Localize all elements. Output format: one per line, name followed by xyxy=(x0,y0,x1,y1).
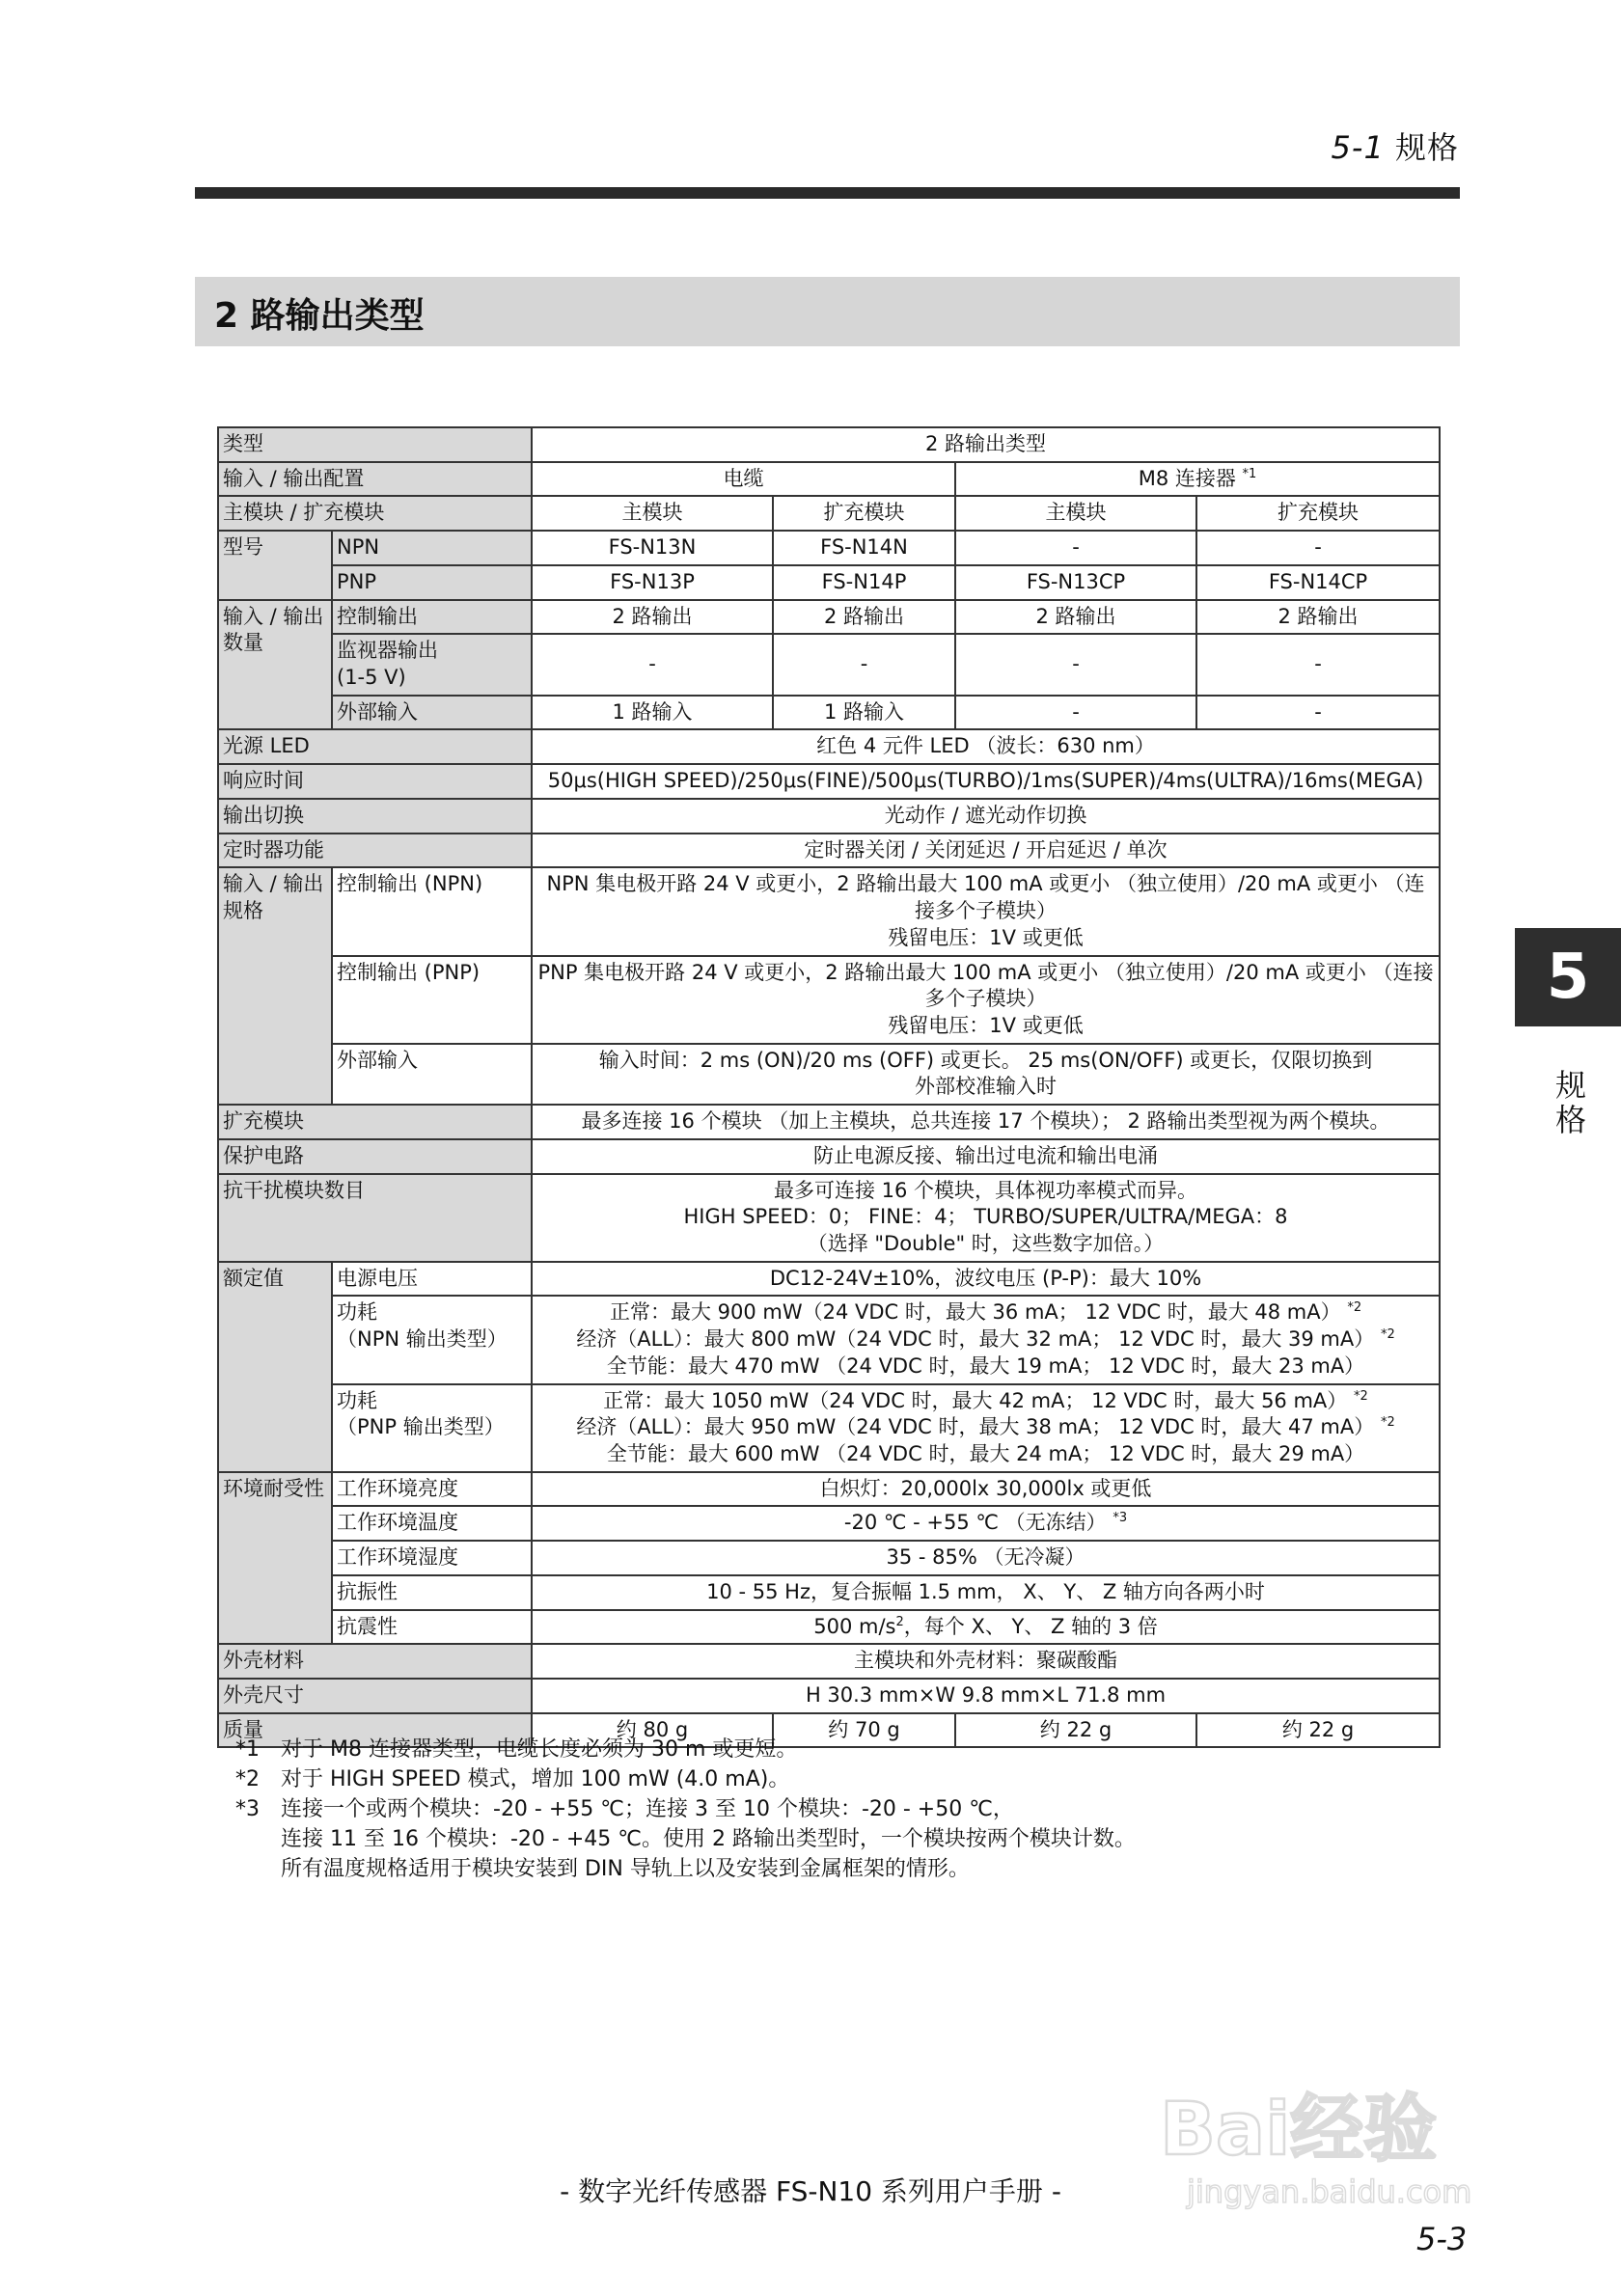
header-rule xyxy=(195,187,1460,199)
expansion-value: 最多连接 16 个模块 （加上主模块，总共连接 17 个模块）； 2 路输出类型视为两个模块。 xyxy=(532,1105,1440,1139)
ctrl-npn-line: 残留电压：1V 或更低 xyxy=(888,925,1084,949)
mass-cell: 约 22 g xyxy=(1196,1713,1440,1748)
module-cell: 扩充模块 xyxy=(773,496,955,531)
io-config-label: 输入 / 输出配置 xyxy=(218,462,532,497)
power-line-text: 全节能：最大 600 mW （24 VDC 时，最大 24 mA； 12 VDC 时，最大 29 mA） xyxy=(606,1442,1365,1465)
power-line-text: 经济（ALL）：最大 800 mW（24 VDC 时，最大 32 mA； 12 VDC 时，最大 39 mA） xyxy=(576,1327,1375,1352)
power-npn-label-cell xyxy=(332,1296,532,1383)
footnote-body xyxy=(281,1794,1136,1884)
page-number: 5-3 xyxy=(1416,2221,1468,2257)
anti-label: 抗干扰模块数目 xyxy=(218,1174,532,1262)
footnote-ref: *2 xyxy=(1380,1327,1395,1343)
table-row xyxy=(218,1506,1440,1541)
shock-label: 抗震性 xyxy=(332,1610,532,1645)
ext-input-label: 外部输入 xyxy=(332,696,532,730)
ext-input-cell: - xyxy=(955,696,1196,730)
monitor-output-label-cell xyxy=(332,634,532,695)
table-row xyxy=(218,634,1440,695)
mass-cell: 约 22 g xyxy=(955,1713,1196,1748)
ctrl-pnp-line: PNP 集电极开路 24 V 或更小，2 路输出最大 100 mA 或更小 （独立使用）/20 mA 或更小 （连接多个子模块） xyxy=(537,960,1434,1011)
type-value: 2 路输出类型 xyxy=(532,427,1440,462)
table-row xyxy=(218,1575,1440,1610)
ext-in-line: 输入时间：2 ms (ON)/20 ms (OFF) 或更长。 25 ms(ON/OFF) 或更长，仅限切换到 xyxy=(598,1048,1373,1072)
lux-label: 工作环境亮度 xyxy=(332,1472,532,1507)
mass-label: 质量 xyxy=(218,1713,532,1748)
ctrl-pnp-line: 残留电压：1V 或更低 xyxy=(888,1013,1084,1037)
table-row xyxy=(218,531,1440,565)
table-row xyxy=(218,729,1440,764)
power-pnp-label-cell xyxy=(332,1384,532,1472)
section-band xyxy=(195,277,1460,346)
pnp-label: PNP xyxy=(332,565,532,600)
power-label: 功耗 xyxy=(337,1300,377,1325)
footnote xyxy=(235,1735,1136,1764)
shock-value xyxy=(532,1610,1440,1645)
monitor-output-cell: - xyxy=(955,634,1196,695)
power-line-text: 全节能：最大 470 mW （24 VDC 时，最大 19 mA； 12 VDC 时，最大 23 mA） xyxy=(606,1353,1365,1378)
mass-cell: 约 80 g xyxy=(532,1713,773,1748)
ctrl-pnp-value xyxy=(532,956,1440,1044)
table-row xyxy=(218,462,1440,497)
shock-value-post: ，每个 X、 Y、 Z 轴的 3 倍 xyxy=(903,1614,1158,1638)
ext-in-label: 外部输入 xyxy=(332,1044,532,1105)
power-label: 功耗 xyxy=(337,1388,377,1412)
ext-input-cell: 1 路输入 xyxy=(773,696,955,730)
expansion-label: 扩充模块 xyxy=(218,1105,532,1139)
monitor-output-cell: - xyxy=(773,634,955,695)
svg-text:Bai经验: Bai经验 xyxy=(1160,2086,1438,2172)
model-cell: FS-N14P xyxy=(773,565,955,600)
protect-label: 保护电路 xyxy=(218,1139,532,1174)
footnote-mark: *3 xyxy=(235,1797,260,1821)
ext-input-cell: 1 路输入 xyxy=(532,696,773,730)
temp-value-cell xyxy=(532,1506,1440,1541)
model-cell: - xyxy=(1196,531,1440,565)
table-row xyxy=(218,1044,1440,1105)
table-row xyxy=(218,1644,1440,1679)
footnote-body xyxy=(281,1735,797,1764)
footnote-ref: *2 xyxy=(1353,1388,1368,1404)
footnote xyxy=(235,1794,1136,1884)
power-line xyxy=(536,1299,1435,1326)
control-output-cell: 2 路输出 xyxy=(955,600,1196,635)
model-cell: FS-N13CP xyxy=(955,565,1196,600)
power-pnp-value xyxy=(532,1384,1440,1472)
m8-text: M8 连接器 xyxy=(1138,466,1236,490)
table-row xyxy=(218,1610,1440,1645)
cable-cell: 电缆 xyxy=(532,462,955,497)
mass-cell: 约 70 g xyxy=(773,1713,955,1748)
footnote xyxy=(235,1764,1136,1794)
supply-value: DC12-24V±10%，波纹电压 (P-P)：最大 10% xyxy=(532,1262,1440,1297)
control-output-cell: 2 路输出 xyxy=(532,600,773,635)
ctrl-npn-line: NPN 集电极开路 24 V 或更小，2 路输出最大 100 mA 或更小 （独立使用）/20 mA 或更小 （连接多个子模块） xyxy=(546,872,1425,923)
env-label: 环境耐受性 xyxy=(218,1472,332,1645)
anti-line: HIGH SPEED：0； FINE：4； TURBO/SUPER/ULTRA/MEGA：8 xyxy=(683,1205,1288,1229)
table-row xyxy=(218,1296,1440,1383)
anti-value xyxy=(532,1174,1440,1262)
ext-in-value xyxy=(532,1044,1440,1105)
control-output-cell: 2 路输出 xyxy=(773,600,955,635)
ext-in-line: 外部校准输入时 xyxy=(915,1075,1058,1099)
monitor-output-cell: - xyxy=(1196,634,1440,695)
footnote-body xyxy=(281,1764,789,1794)
supply-label: 电源电压 xyxy=(332,1262,532,1297)
chapter-tab-label: 规格 xyxy=(1551,1069,1587,1138)
table-row xyxy=(218,1174,1440,1262)
footnotes xyxy=(235,1735,1136,1884)
control-output-label: 控制输出 xyxy=(332,600,532,635)
humid-label: 工作环境湿度 xyxy=(332,1541,532,1575)
footnote-line: 对于 M8 连接器类型，电缆长度必须为 30 m 或更短。 xyxy=(281,1737,798,1762)
footnote-line: 连接 11 至 16 个模块：-20 - +45 ℃。使用 2 路输出类型时，一个模块按两个模块计数。 xyxy=(281,1827,1136,1851)
footnote-line: 连接一个或两个模块：-20 - +55 ℃；连接 3 至 10 个模块：-20 - +50 ℃， xyxy=(281,1797,1014,1821)
vib-label: 抗振性 xyxy=(332,1575,532,1610)
timer-value: 定时器关闭 / 关闭延迟 / 开启延迟 / 单次 xyxy=(532,834,1440,868)
model-cell: FS-N13P xyxy=(532,565,773,600)
footnote-ref: *2 xyxy=(1347,1300,1362,1316)
light-label: 光源 LED xyxy=(218,729,532,764)
power-line-text: 正常：最大 1050 mW（24 VDC 时，最大 42 mA； 12 VDC 时，最大 56 mA） xyxy=(603,1388,1348,1412)
table-row xyxy=(218,799,1440,834)
power-line xyxy=(536,1326,1435,1353)
m8-footnote-ref: *1 xyxy=(1242,466,1257,481)
header-section-title: 规格 xyxy=(1394,129,1459,166)
response-value: 50μs(HIGH SPEED)/250μs(FINE)/500μs(TURBO)/1ms(SUPER)/4ms(ULTRA)/16ms(MEGA) xyxy=(532,764,1440,799)
ctrl-pnp-label: 控制输出 (PNP) xyxy=(332,956,532,1044)
model-cell: FS-N13N xyxy=(532,531,773,565)
switch-value: 光动作 / 遮光动作切换 xyxy=(532,799,1440,834)
power-npn-sub: （NPN 输出类型） xyxy=(337,1327,508,1352)
m8-cell xyxy=(955,462,1440,497)
monitor-output-cell: - xyxy=(532,634,773,695)
anti-line: （选择 "Double" 时，这些数字加倍。） xyxy=(807,1231,1165,1255)
power-line-text: 经济（ALL）：最大 950 mW（24 VDC 时，最大 38 mA； 12 VDC 时，最大 47 mA） xyxy=(576,1415,1375,1439)
vib-value: 10 - 55 Hz，复合振幅 1.5 mm， X、 Y、 Z 轴方向各两小时 xyxy=(532,1575,1440,1610)
table-row xyxy=(218,1384,1440,1472)
case-label: 外壳材料 xyxy=(218,1644,532,1679)
light-value: 红色 4 元件 LED （波长：630 nm） xyxy=(532,729,1440,764)
power-line xyxy=(536,1388,1435,1415)
ctrl-npn-value xyxy=(532,867,1440,955)
module-label: 主模块 / 扩充模块 xyxy=(218,496,532,531)
monitor-output-label: 监视器输出 xyxy=(337,639,438,663)
model-cell: FS-N14CP xyxy=(1196,565,1440,600)
footnote-mark: *1 xyxy=(235,1737,260,1762)
rated-label: 额定值 xyxy=(218,1262,332,1472)
power-line xyxy=(536,1353,1435,1380)
table-row xyxy=(218,956,1440,1044)
chapter-tab: 5 xyxy=(1515,928,1621,1026)
power-line xyxy=(536,1414,1435,1441)
model-cell: FS-N14N xyxy=(773,531,955,565)
table-row xyxy=(218,1679,1440,1713)
table-row xyxy=(218,1139,1440,1174)
lux-value: 白炽灯：20,000lx 30,000lx 或更低 xyxy=(532,1472,1440,1507)
size-value: H 30.3 mm×W 9.8 mm×L 71.8 mm xyxy=(532,1679,1440,1713)
protect-value: 防止电源反接、输出过电流和输出电涌 xyxy=(532,1139,1440,1174)
table-row xyxy=(218,1105,1440,1139)
type-label: 类型 xyxy=(218,427,532,462)
model-cell: - xyxy=(955,531,1196,565)
section-title: 2 路输出类型 xyxy=(214,296,425,336)
module-cell: 主模块 xyxy=(955,496,1196,531)
footnote-ref: *2 xyxy=(1380,1415,1395,1431)
table-row xyxy=(218,565,1440,600)
footnote-line: 所有温度规格适用于模块安装到 DIN 导轨上以及安装到金属框架的情形。 xyxy=(281,1857,970,1881)
table-row xyxy=(218,1541,1440,1575)
table-row xyxy=(218,1262,1440,1297)
size-label: 外壳尺寸 xyxy=(218,1679,532,1713)
temp-label: 工作环境温度 xyxy=(332,1506,532,1541)
monitor-output-range: (1-5 V) xyxy=(337,666,406,690)
power-pnp-sub: （PNP 输出类型） xyxy=(337,1415,505,1439)
table-row xyxy=(218,764,1440,799)
spec-table xyxy=(217,426,1441,1748)
header-title xyxy=(1332,123,1459,168)
table-row xyxy=(218,696,1440,730)
anti-line: 最多可连接 16 个模块，具体视功率模式而异。 xyxy=(773,1178,1198,1202)
module-cell: 扩充模块 xyxy=(1196,496,1440,531)
table-row xyxy=(218,427,1440,462)
control-output-cell: 2 路输出 xyxy=(1196,600,1440,635)
ctrl-npn-label: 控制输出 (NPN) xyxy=(332,867,532,955)
shock-value-pre: 500 m/s xyxy=(813,1614,896,1638)
table-row xyxy=(218,834,1440,868)
model-label: 型号 xyxy=(218,531,332,599)
npn-label: NPN xyxy=(332,531,532,565)
case-value: 主模块和外壳材料：聚碳酸酯 xyxy=(532,1644,1440,1679)
ext-input-cell: - xyxy=(1196,696,1440,730)
response-label: 响应时间 xyxy=(218,764,532,799)
page-footer: - 数字光纤传感器 FS-N10 系列用户手册 - xyxy=(560,2175,1061,2207)
table-row xyxy=(218,600,1440,635)
header-section-number: 5-1 xyxy=(1331,129,1385,166)
io-spec-label: 输入 / 输出规格 xyxy=(218,867,332,1105)
temp-value: -20 ℃ - +55 ℃ （无冻结） xyxy=(843,1511,1107,1535)
io-count-label: 输入 / 输出数量 xyxy=(218,600,332,730)
shock-exponent: 2 xyxy=(895,1614,904,1629)
footnote-ref: *3 xyxy=(1113,1511,1128,1526)
module-cell: 主模块 xyxy=(532,496,773,531)
svg-text:jingyan.baidu.com: jingyan.baidu.com xyxy=(1187,2173,1472,2210)
power-line-text: 正常：最大 900 mW（24 VDC 时，最大 36 mA； 12 VDC 时，最大 48 mA） xyxy=(609,1300,1341,1325)
power-npn-value xyxy=(532,1296,1440,1383)
timer-label: 定时器功能 xyxy=(218,834,532,868)
power-line xyxy=(536,1441,1435,1468)
table-row xyxy=(218,1472,1440,1507)
switch-label: 输出切换 xyxy=(218,799,532,834)
footnote-line: 对于 HIGH SPEED 模式，增加 100 mW (4.0 mA)。 xyxy=(281,1767,790,1791)
table-row xyxy=(218,496,1440,531)
humid-value: 35 - 85% （无冷凝） xyxy=(532,1541,1440,1575)
table-row xyxy=(218,867,1440,955)
footnote-mark: *2 xyxy=(235,1767,260,1791)
